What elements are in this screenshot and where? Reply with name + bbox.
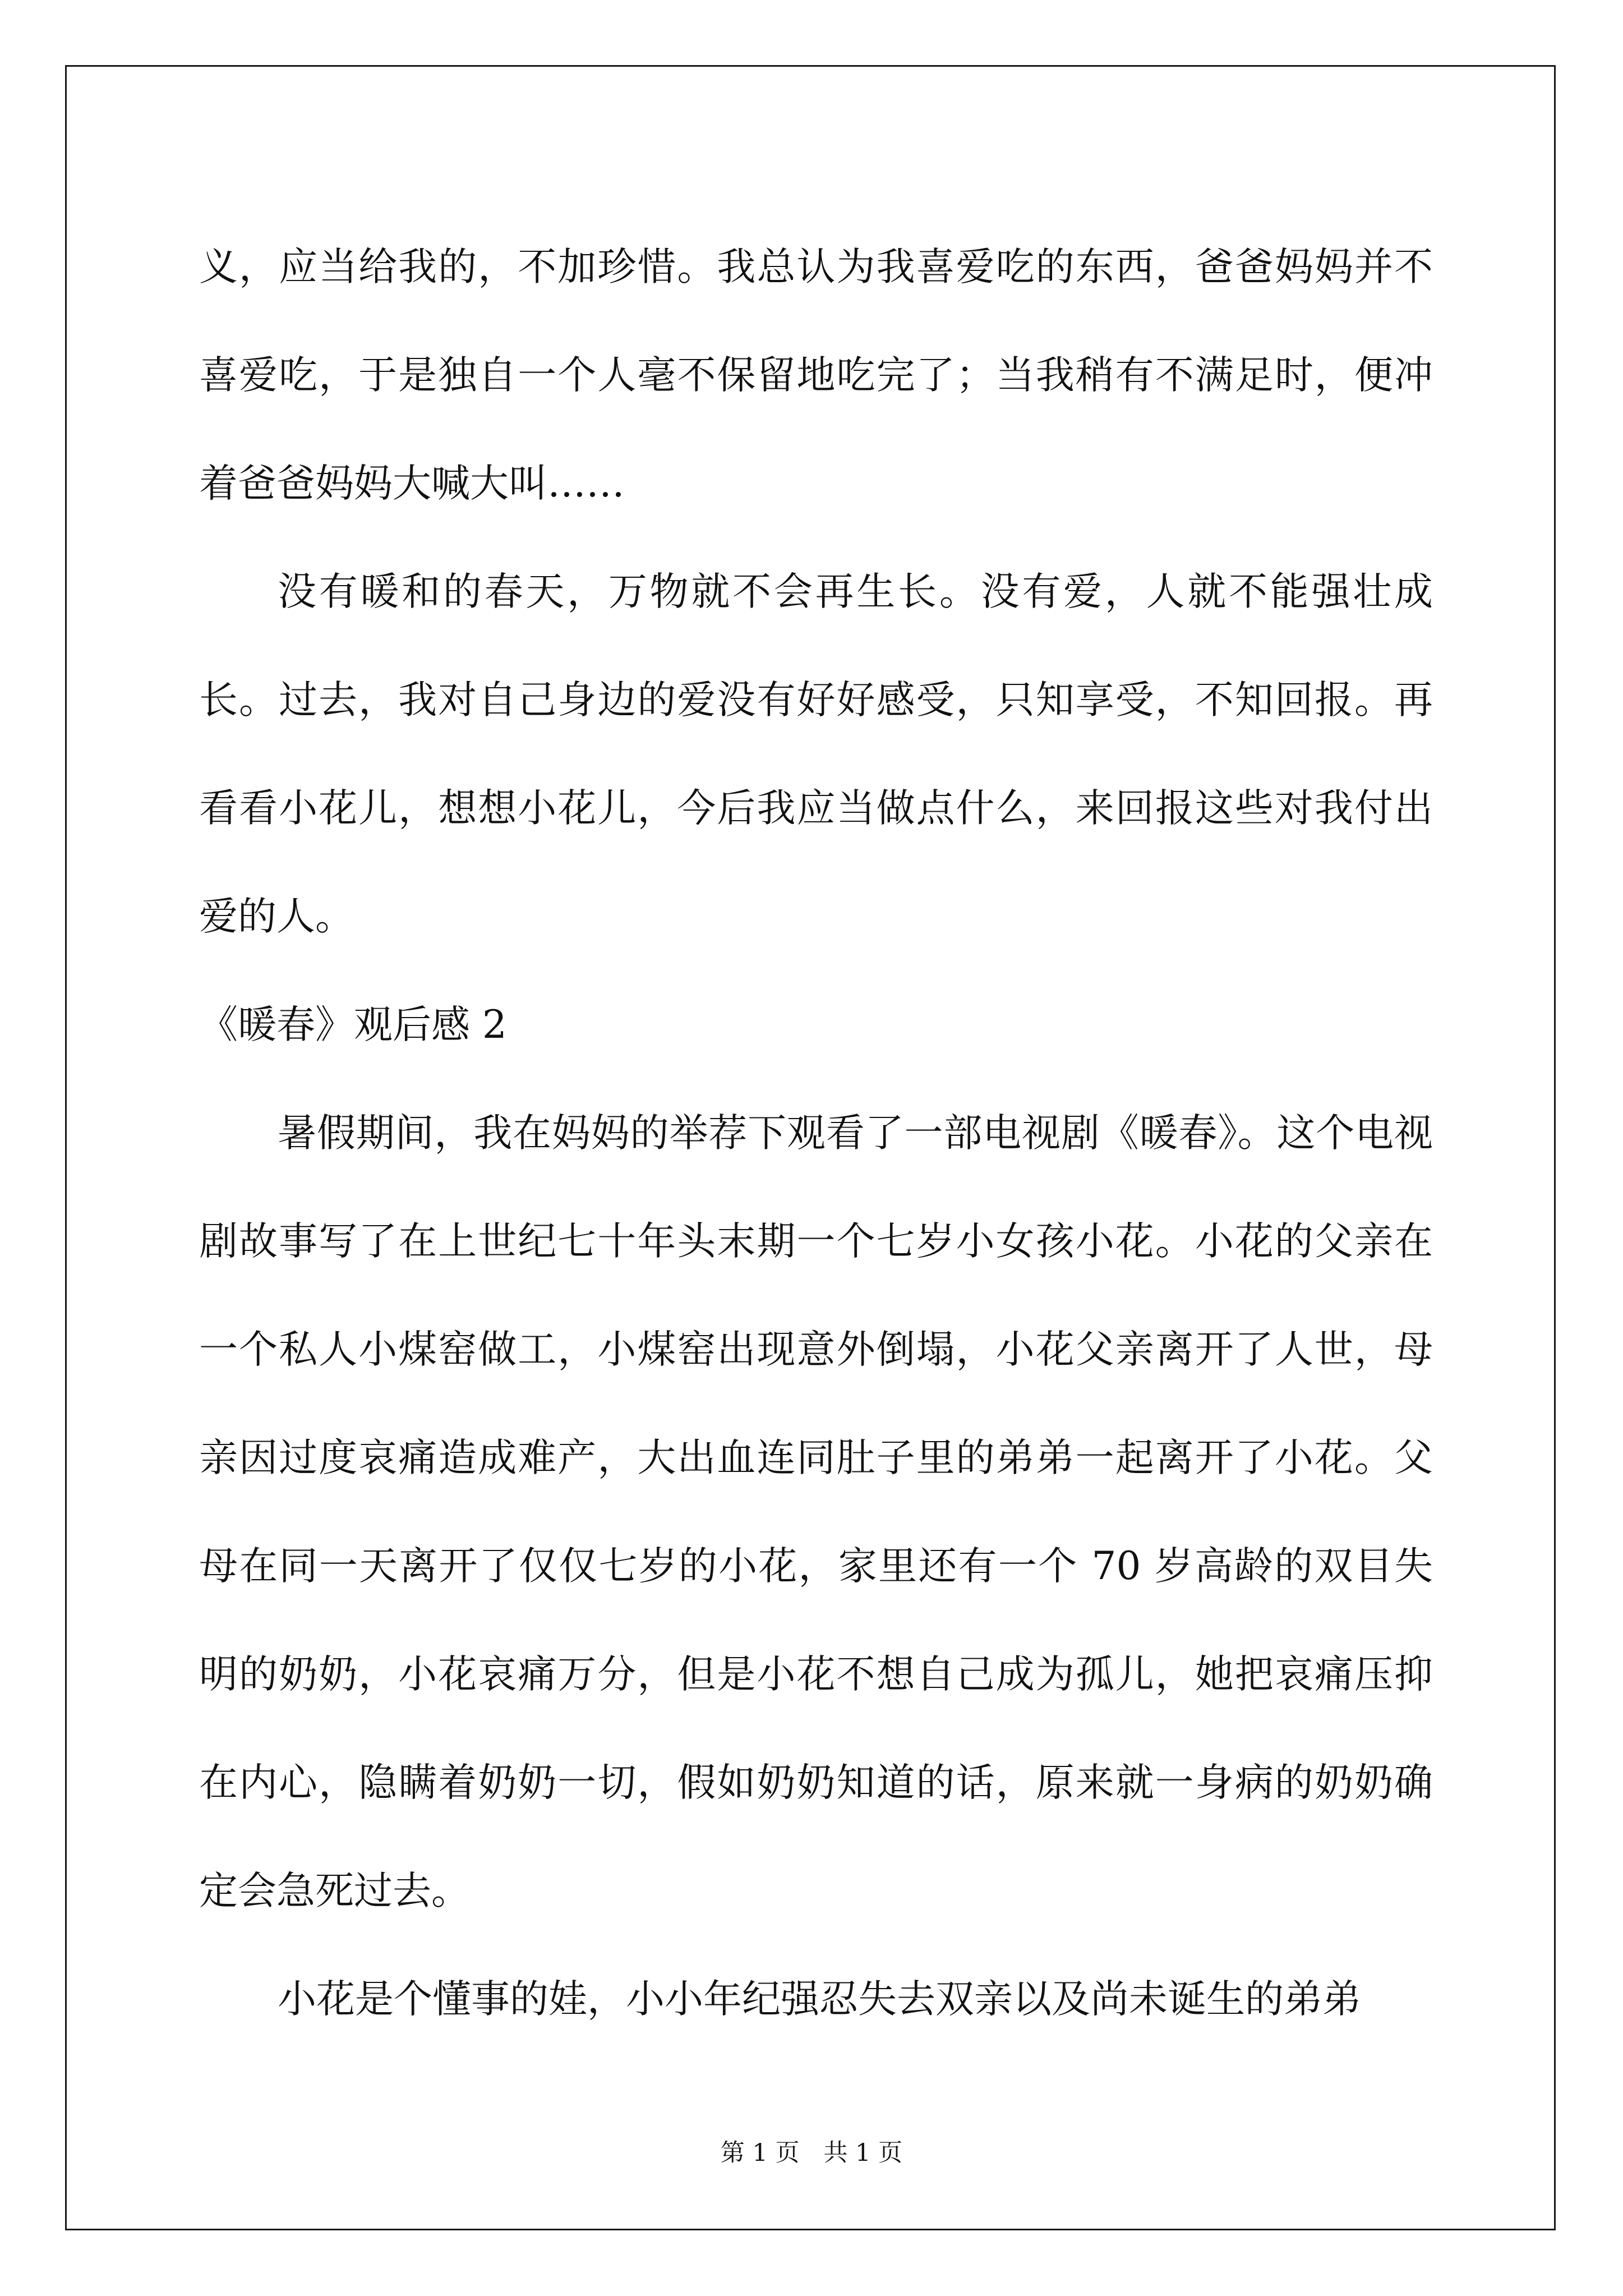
section-heading: 《暖春》观后感 2 — [199, 1002, 507, 1047]
paragraph-2: 没有暖和的春天，万物就不会再生长。没有爱，人就不能强壮成长。过去，我对自己身边的爱没有好好感受，只知享受，不知回报。再看看小花儿，想想小花儿，今后我应当做点什么，来回报这些对我付出爱的人。 — [199, 569, 1433, 939]
paragraph-1: 义，应当给我的，不加珍惜。我总认为我喜爱吃的东西，爸爸妈妈并不喜爱吃，于是独自一个人毫不保留地吃完了；当我稍有不满足时，便冲着爸爸妈妈大喊大叫…… — [199, 245, 1433, 506]
document-body — [199, 213, 1433, 2054]
paragraph-4: 小花是个懂事的娃，小小年纪强忍失去双亲以及尚未诞生的弟弟 — [278, 1977, 1361, 2022]
paragraph-3: 暑假期间，我在妈妈的举荐下观看了一部电视剧《暖春》。这个电视剧故事写了在上世纪七十年头末期一个七岁小女孩小花。小花的父亲在一个私人小煤窑做工，小煤窑出现意外倒塌，小花父亲离开了人世，母亲因过度哀痛造成难产，大出血连同肚子里的弟弟一起离开了小花。父母在同一天离开了仅仅七岁的小花，家里还有一个 70 岁高龄的双目失明的奶奶，小花哀痛万分，但是小花不想自己成为孤儿，她把哀痛压抑在内心，隐瞒着奶奶一切，假如奶奶知道的话，原来就一身病的奶奶确定会急死过去。 — [199, 1111, 1433, 1913]
page-footer: 第 1 页 共 1 页 — [720, 2139, 903, 2167]
